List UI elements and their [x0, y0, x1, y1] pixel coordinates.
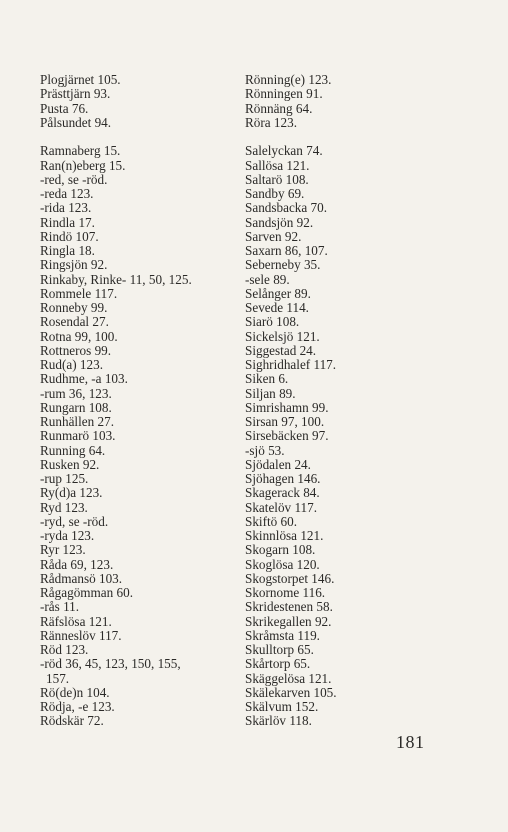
index-entry: Rud(a) 123.: [40, 357, 103, 372]
index-entry: Running 64.: [40, 442, 106, 458]
index-entry: Pusta 76.: [40, 100, 89, 116]
index-entry: Sirsebäcken 97.: [245, 428, 329, 444]
index-entry: Simrishamn 99.: [245, 399, 329, 415]
index-entry: Rö(de)n 104.: [40, 684, 110, 700]
index-entry: Rödja, -e 123.: [40, 699, 115, 714]
index-entry: Plogjärnet 105.: [40, 72, 121, 87]
index-entry: Rosendal 27.: [40, 314, 109, 330]
index-entry: Skagerack 84.: [245, 485, 320, 501]
index-entry: Ran(n)eberg 15.: [40, 157, 126, 173]
index-entry: Saltarö 108.: [245, 171, 309, 187]
index-entry: Ramnaberg 15.: [40, 143, 121, 159]
index-entry: Siarö 108.: [245, 314, 300, 330]
index-entry: Rommele 117.: [40, 285, 118, 301]
index-entry: Sjöhagen 146.: [245, 471, 321, 486]
index-entry: -sjö 53.: [245, 442, 285, 458]
index-entry: Saxarn 86, 107.: [245, 243, 328, 258]
index-entry: -ryd, se -röd.: [40, 513, 109, 529]
index-entry: Rönnäng 64.: [245, 100, 313, 116]
index-entry: Prästtjärn 93.: [40, 86, 111, 102]
index-entry: Sandby 69.: [245, 186, 305, 201]
index-entry: Skatelöv 117.: [245, 499, 318, 515]
index-entry: Rudhme, -a 103.: [40, 371, 128, 387]
index-entry: Ry(d)a 123.: [40, 485, 103, 501]
index-entry: Sandsbacka 70.: [245, 200, 328, 216]
page-number: 181: [396, 732, 425, 752]
index-entry: -rum 36, 123.: [40, 385, 112, 401]
index-entry: Rönning(e) 123.: [245, 72, 332, 87]
index-entry: Skogstorpet 146.: [245, 570, 335, 586]
index-entry: Skårtorp 65.: [245, 656, 311, 672]
index-entry: -sele 89.: [245, 271, 290, 287]
index-entry: -rås 11.: [40, 599, 80, 615]
index-entry: Siken 6.: [245, 371, 289, 387]
index-entry: Ringla 18.: [40, 243, 95, 258]
index-entry: Seberneby 35.: [245, 257, 321, 273]
index-entry: Sallösa 121.: [245, 157, 310, 173]
index-entry: Räfslösa 121.: [40, 613, 112, 629]
index-entry: -rida 123.: [40, 200, 92, 216]
index-entry: Råda 69, 123.: [40, 556, 114, 572]
index-entry: Skogarn 108.: [245, 542, 316, 558]
index-entry: Rågagömman 60.: [40, 585, 134, 600]
index-entry: Rotna 99, 100.: [40, 328, 118, 344]
index-entry: -red, se -röd.: [40, 171, 108, 187]
index-entry: Runmarö 103.: [40, 428, 116, 444]
section-gap: [245, 130, 485, 144]
index-entry: Sarven 92.: [245, 228, 302, 244]
index-entry: Skäggelösa 121.: [245, 670, 332, 686]
index-entry: Rindla 17.: [40, 214, 95, 230]
index-entry: Rindö 107.: [40, 228, 99, 244]
index-entry: Skridestenen 58.: [245, 599, 333, 615]
index-entry: -röd 36, 45, 123, 150, 155,: [40, 656, 181, 672]
index-entry: Sirsan 97, 100.: [245, 414, 325, 429]
index-entry: Siggestad 24.: [245, 342, 317, 358]
index-entry: Skrikegallen 92.: [245, 613, 332, 629]
index-entry: Salelyckan 74.: [245, 143, 323, 159]
index-entry: Skiftö 60.: [245, 513, 298, 529]
index-entry: Rungarn 108.: [40, 399, 112, 415]
index-entry: Sevede 114.: [245, 300, 309, 315]
index-entry: -rup 125.: [40, 471, 89, 486]
index-entry: Selånger 89.: [245, 285, 311, 301]
index-entry: Rinkaby, Rinke- 11, 50, 125.: [40, 271, 192, 287]
index-entry: Skälvum 152.: [245, 699, 319, 714]
index-entry: Runhällen 27.: [40, 414, 114, 429]
index-entry: Röd 123.: [40, 642, 89, 657]
index-entry: Ryd 123.: [40, 499, 88, 515]
index-entry: Siljan 89.: [245, 385, 296, 401]
index-entry: Skinnlösa 121.: [245, 528, 324, 543]
index-entry: Sighridhalef 117.: [245, 357, 337, 372]
index-entry: -ryda 123.: [40, 528, 95, 543]
index-entry: Ränneslöv 117.: [40, 627, 122, 643]
index-entry: Skoglösa 120.: [245, 556, 320, 572]
index-entry: Rönningen 91.: [245, 86, 323, 102]
index-entry: Ryr 123.: [40, 542, 86, 558]
index-entry: Rådmansö 103.: [40, 570, 123, 586]
index-entry: Ronneby 99.: [40, 300, 108, 315]
index-entry: Sickelsjö 121.: [245, 328, 320, 344]
index-entry: Rusken 92.: [40, 456, 100, 472]
index-entry: Rottneros 99.: [40, 342, 112, 358]
index-entry: Skulltorp 65.: [245, 642, 314, 657]
index-entry: Skärlöv 118.: [245, 713, 312, 729]
index-entry: Sandsjön 92.: [245, 214, 314, 230]
index-column-left: [40, 73, 235, 729]
index-entry: -reda 123.: [40, 186, 94, 201]
index-entry: Skälekarven 105.: [245, 684, 337, 700]
section-gap: [40, 130, 235, 144]
index-entry-continuation: 157.: [46, 670, 70, 686]
index-entry: Röra 123.: [245, 114, 298, 130]
index-entry: Skråmsta 119.: [245, 627, 320, 643]
index-entry: Sjödalen 24.: [245, 456, 311, 472]
index-entry: Skornome 116.: [245, 585, 326, 600]
index-entry: Ringsjön 92.: [40, 257, 108, 273]
index-entry: Pålsundet 94.: [40, 114, 112, 130]
index-entry: Rödskär 72.: [40, 713, 104, 729]
index-column-right: [245, 73, 485, 729]
